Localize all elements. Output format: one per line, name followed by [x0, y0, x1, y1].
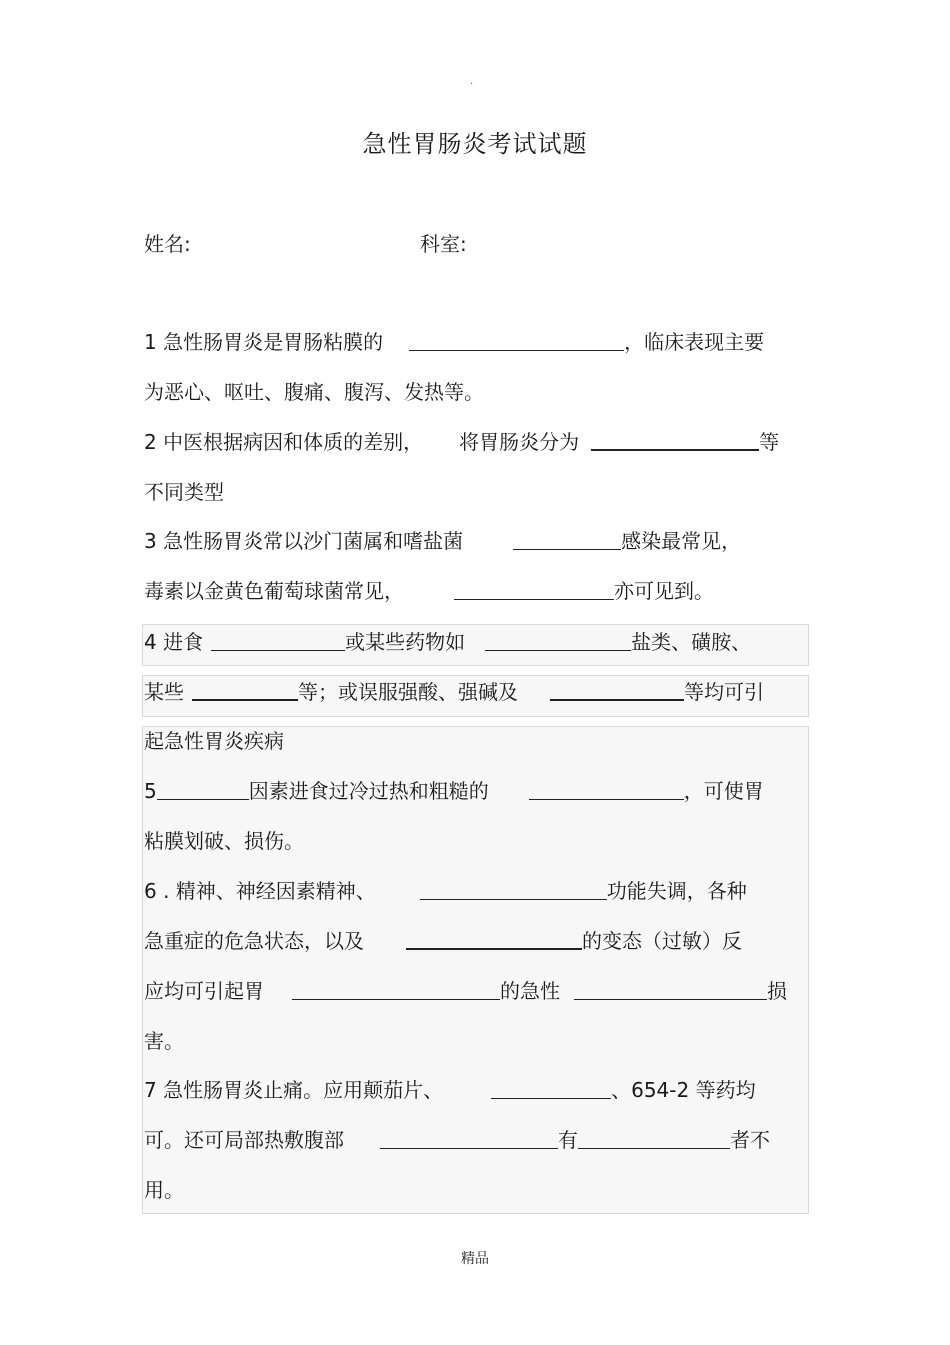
question-text: 的变态（过敏）反: [582, 929, 742, 953]
question-text: 有: [558, 1128, 578, 1152]
question-text: 急重症的危急状态，以及: [144, 929, 364, 953]
answer-blank[interactable]: [292, 998, 500, 1000]
answer-blank[interactable]: [192, 698, 298, 701]
question-7-line-3: [144, 1165, 184, 1215]
dept-label: 科室:: [420, 232, 467, 256]
question-text: 7 急性肠胃炎止痛。应用颠茄片、: [144, 1078, 444, 1102]
page-footer: 精品: [461, 1251, 489, 1267]
question-6-line-1: [144, 866, 747, 916]
question-3-line-1: [144, 516, 741, 566]
question-2-line-1: [144, 417, 779, 467]
question-7-line-1: [144, 1065, 756, 1115]
question-text: 、654-2 等药均: [611, 1078, 756, 1102]
question-text: 可。还可局部热敷腹部: [144, 1128, 344, 1152]
question-text: 者不: [730, 1128, 770, 1152]
question-4-line-1: [144, 617, 751, 667]
question-5-line-2: [144, 816, 304, 866]
question-text: 4 进食: [144, 630, 204, 654]
answer-blank[interactable]: [157, 798, 249, 800]
question-text: 将胃肠炎分为: [459, 430, 580, 454]
question-text: 等: [759, 430, 780, 454]
question-text: ，临床表现主要: [624, 330, 765, 354]
question-text: 亦可见到。: [614, 579, 714, 603]
question-2-line-2: [144, 467, 224, 517]
answer-blank[interactable]: [380, 1147, 558, 1149]
question-7-line-2: [144, 1115, 770, 1165]
question-4-line-3: [144, 716, 284, 766]
question-text: 粘膜划破、损伤。: [144, 829, 304, 853]
answer-blank[interactable]: [406, 947, 582, 950]
question-text: 某些: [144, 680, 184, 704]
answer-blank[interactable]: [578, 1147, 730, 1149]
question-4-line-2: [144, 667, 764, 717]
question-text: 损: [767, 979, 787, 1003]
question-text: 3 急性肠胃炎常以沙门菌属和嗜盐菌: [144, 529, 464, 553]
question-1-line-2: [144, 367, 484, 417]
question-text: 害。: [144, 1029, 184, 1053]
question-5-line-1: [144, 766, 764, 816]
answer-blank[interactable]: [550, 698, 684, 701]
question-text: 用。: [144, 1178, 184, 1202]
answer-blank[interactable]: [454, 598, 614, 600]
question-text: 为恶心、呕吐、腹痛、腹泻、发热等。: [144, 380, 484, 404]
header-dot: .: [470, 76, 474, 87]
answer-blank[interactable]: [591, 448, 759, 451]
question-6-line-2: [144, 916, 742, 966]
answer-blank[interactable]: [211, 649, 345, 651]
question-text: 毒素以金黄色葡萄球菌常见，: [144, 579, 404, 603]
question-text: 不同类型: [144, 480, 224, 504]
question-text: 的急性: [500, 979, 560, 1003]
question-text: 功能失调，各种: [606, 879, 747, 903]
question-text: 2 中医根据病因和体质的差别，: [144, 430, 424, 454]
answer-blank[interactable]: [485, 649, 631, 651]
answer-blank[interactable]: [574, 998, 767, 1000]
question-text: 5: [144, 779, 157, 803]
question-text: ，可使胃: [683, 779, 764, 803]
answer-blank[interactable]: [409, 349, 624, 351]
question-6-line-4: [144, 1016, 184, 1066]
question-text: 感染最常见，: [621, 529, 742, 553]
question-text: 起急性胃炎疾病: [144, 729, 284, 753]
question-text: 6 . 精神、神经因素精神、: [144, 879, 376, 903]
page-title: 急性胃肠炎考试试题: [362, 130, 588, 158]
answer-blank[interactable]: [420, 898, 607, 900]
question-text: 因素进食过冷过热和粗糙的: [248, 779, 489, 803]
question-1-line-1: [144, 317, 764, 367]
question-text: 盐类、磺胺、: [631, 630, 752, 654]
name-label: 姓名:: [144, 232, 191, 256]
answer-blank[interactable]: [491, 1097, 611, 1099]
question-text: 等均可引: [684, 680, 764, 704]
question-text: 1 急性肠胃炎是胃肠粘膜的: [144, 330, 384, 354]
question-text: 等；或误服强酸、强碱及: [298, 680, 518, 704]
question-3-line-2: [144, 566, 714, 616]
question-text: 或某些药物如: [345, 630, 466, 654]
question-6-line-3: [144, 966, 787, 1016]
answer-blank[interactable]: [513, 548, 621, 550]
answer-blank[interactable]: [529, 798, 684, 800]
question-text: 应均可引起胃: [144, 979, 264, 1003]
